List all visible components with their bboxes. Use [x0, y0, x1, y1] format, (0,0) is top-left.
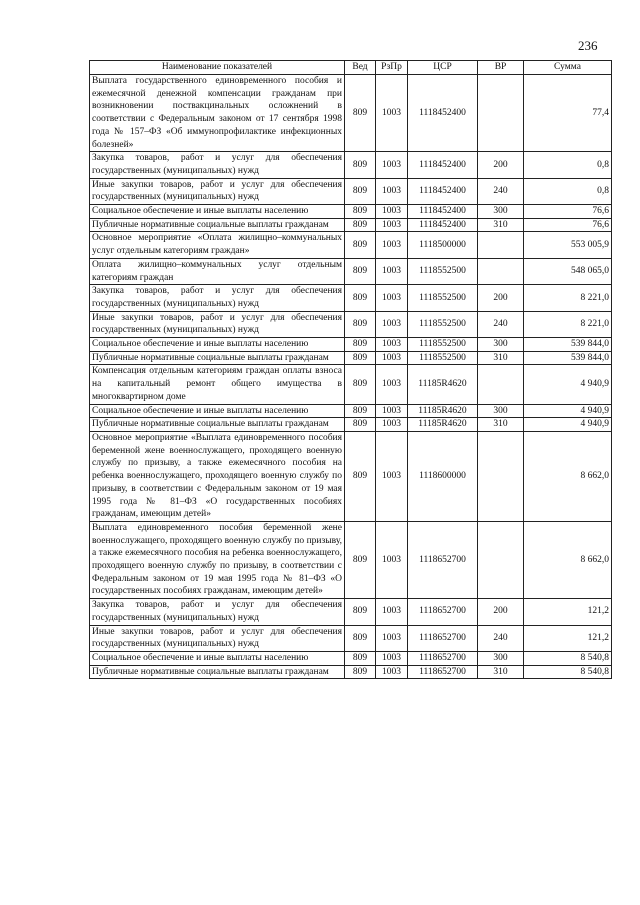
row-name: Оплата жилищно–коммунальных услуг отдельным категориям граждан	[90, 258, 345, 284]
row-sum: 4 940,9	[524, 365, 612, 404]
row-csr: 1118600000	[408, 431, 478, 521]
row-sum: 8 221,0	[524, 285, 612, 311]
row-ved: 809	[345, 218, 376, 232]
row-sum: 8 221,0	[524, 311, 612, 337]
row-vr: 200	[478, 285, 524, 311]
row-vr: 200	[478, 152, 524, 178]
table-row	[90, 404, 612, 418]
table-row	[90, 521, 612, 598]
row-name: Выплата государственного единовременного пособия и ежемесячной денежной компенсации гражданам при возникновении поствакцинальных осложнений в соответствии с Федеральным законом от 17 сентября 1998 года № 157–ФЗ «Об иммунопрофилактике инфекционных болезней»	[90, 75, 345, 152]
table-row	[90, 152, 612, 178]
row-csr: 1118652700	[408, 625, 478, 651]
row-vr: 300	[478, 205, 524, 219]
row-name: Публичные нормативные социальные выплаты гражданам	[90, 218, 345, 232]
row-csr: 1118500000	[408, 232, 478, 258]
row-ved: 809	[345, 338, 376, 352]
row-csr: 1118452400	[408, 218, 478, 232]
row-name: Иные закупки товаров, работ и услуг для обеспечения государственных (муниципальных) нужд	[90, 178, 345, 204]
header-vr: ВР	[478, 61, 524, 75]
row-vr: 240	[478, 178, 524, 204]
row-csr: 1118552500	[408, 338, 478, 352]
header-rzpr: РзПр	[376, 61, 408, 75]
row-ved: 809	[345, 599, 376, 625]
table-row	[90, 625, 612, 651]
row-csr: 1118652700	[408, 665, 478, 679]
row-ved: 809	[345, 178, 376, 204]
row-ved: 809	[345, 651, 376, 665]
row-sum: 8 662,0	[524, 431, 612, 521]
header-ved: Вед	[345, 61, 376, 75]
row-sum: 539 844,0	[524, 338, 612, 352]
row-ved: 809	[345, 625, 376, 651]
table-body	[90, 75, 612, 679]
row-rzpr: 1003	[376, 418, 408, 432]
row-vr	[478, 258, 524, 284]
row-sum: 0,8	[524, 152, 612, 178]
row-sum: 8 662,0	[524, 521, 612, 598]
row-csr: 11185R4620	[408, 418, 478, 432]
row-ved: 809	[345, 365, 376, 404]
row-csr: 1118452400	[408, 75, 478, 152]
row-rzpr: 1003	[376, 625, 408, 651]
row-ved: 809	[345, 665, 376, 679]
row-name: Иные закупки товаров, работ и услуг для обеспечения государственных (муниципальных) нужд	[90, 311, 345, 337]
row-ved: 809	[345, 258, 376, 284]
table-row	[90, 651, 612, 665]
header-row	[90, 61, 612, 75]
table-row	[90, 178, 612, 204]
row-csr: 11185R4620	[408, 365, 478, 404]
row-rzpr: 1003	[376, 152, 408, 178]
row-vr	[478, 365, 524, 404]
row-name: Социальное обеспечение и иные выплаты населению	[90, 404, 345, 418]
row-csr: 1118452400	[408, 205, 478, 219]
row-vr	[478, 431, 524, 521]
row-vr: 310	[478, 218, 524, 232]
row-sum: 4 940,9	[524, 404, 612, 418]
row-name: Закупка товаров, работ и услуг для обеспечения государственных (муниципальных) нужд	[90, 152, 345, 178]
row-vr: 240	[478, 311, 524, 337]
table-row	[90, 431, 612, 521]
row-name: Публичные нормативные социальные выплаты гражданам	[90, 418, 345, 432]
row-name: Компенсация отдельным категориям граждан оплаты взноса на капитальный ремонт общего имущества в многоквартирном доме	[90, 365, 345, 404]
row-csr: 1118452400	[408, 152, 478, 178]
row-vr: 200	[478, 599, 524, 625]
row-sum: 121,2	[524, 599, 612, 625]
row-name: Основное мероприятие «Оплата жилищно–коммунальных услуг отдельным категориям граждан»	[90, 232, 345, 258]
row-rzpr: 1003	[376, 651, 408, 665]
row-ved: 809	[345, 152, 376, 178]
header-name: Наименование показателей	[90, 61, 345, 75]
table-row	[90, 205, 612, 219]
row-csr: 1118452400	[408, 178, 478, 204]
row-csr: 1118652700	[408, 521, 478, 598]
row-vr	[478, 75, 524, 152]
row-ved: 809	[345, 285, 376, 311]
row-sum: 8 540,8	[524, 665, 612, 679]
table-row	[90, 218, 612, 232]
header-csr: ЦСР	[408, 61, 478, 75]
row-rzpr: 1003	[376, 521, 408, 598]
row-sum: 0,8	[524, 178, 612, 204]
row-rzpr: 1003	[376, 178, 408, 204]
header-sum: Сумма	[524, 61, 612, 75]
row-ved: 809	[345, 311, 376, 337]
row-sum: 553 005,9	[524, 232, 612, 258]
row-rzpr: 1003	[376, 285, 408, 311]
row-sum: 4 940,9	[524, 418, 612, 432]
row-sum: 8 540,8	[524, 651, 612, 665]
row-csr: 1118552500	[408, 351, 478, 365]
row-sum: 76,6	[524, 218, 612, 232]
table-row	[90, 418, 612, 432]
row-csr: 11185R4620	[408, 404, 478, 418]
row-rzpr: 1003	[376, 218, 408, 232]
row-vr: 310	[478, 418, 524, 432]
row-vr: 300	[478, 651, 524, 665]
row-sum: 539 844,0	[524, 351, 612, 365]
row-ved: 809	[345, 205, 376, 219]
row-ved: 809	[345, 431, 376, 521]
row-ved: 809	[345, 404, 376, 418]
row-rzpr: 1003	[376, 338, 408, 352]
row-ved: 809	[345, 351, 376, 365]
row-ved: 809	[345, 521, 376, 598]
row-vr: 300	[478, 338, 524, 352]
row-rzpr: 1003	[376, 75, 408, 152]
row-name: Закупка товаров, работ и услуг для обеспечения государственных (муниципальных) нужд	[90, 599, 345, 625]
row-ved: 809	[345, 75, 376, 152]
row-rzpr: 1003	[376, 431, 408, 521]
table-row	[90, 285, 612, 311]
row-rzpr: 1003	[376, 258, 408, 284]
row-vr: 240	[478, 625, 524, 651]
row-rzpr: 1003	[376, 665, 408, 679]
row-name: Основное мероприятие «Выплата единовременного пособия беременной жене военнослужащего, проходящего военную службу по призыву, а также ежемесячного пособия на ребенка военнослужащего, проходящего военную службу по призыву, в соответствии с Федеральным законом от 19 мая 1995 года № 81–ФЗ «О государственных пособиях гражданам, имеющим детей»	[90, 431, 345, 521]
row-vr	[478, 521, 524, 598]
row-sum: 77,4	[524, 75, 612, 152]
row-sum: 548 065,0	[524, 258, 612, 284]
row-rzpr: 1003	[376, 599, 408, 625]
row-name: Закупка товаров, работ и услуг для обеспечения государственных (муниципальных) нужд	[90, 285, 345, 311]
row-name: Социальное обеспечение и иные выплаты населению	[90, 338, 345, 352]
budget-table	[89, 60, 612, 679]
row-vr: 300	[478, 404, 524, 418]
page-number: 236	[578, 38, 598, 53]
row-csr: 1118652700	[408, 651, 478, 665]
row-csr: 1118552500	[408, 311, 478, 337]
table-row	[90, 258, 612, 284]
table-row	[90, 232, 612, 258]
row-rzpr: 1003	[376, 404, 408, 418]
row-rzpr: 1003	[376, 205, 408, 219]
row-ved: 809	[345, 232, 376, 258]
table-row	[90, 338, 612, 352]
table-row	[90, 599, 612, 625]
row-sum: 121,2	[524, 625, 612, 651]
row-vr: 310	[478, 351, 524, 365]
row-ved: 809	[345, 418, 376, 432]
row-rzpr: 1003	[376, 311, 408, 337]
row-name: Иные закупки товаров, работ и услуг для обеспечения государственных (муниципальных) нужд	[90, 625, 345, 651]
row-name: Выплата единовременного пособия беременной жене военнослужащего, проходящего военную службу по призыву, а также ежемесячного пособия на ребенка военнослужащего, проходящего военную службу по призыву, в соответствии с Федеральным законом от 19 мая 1995 года № 81–ФЗ «О государственных пособиях гражданам, имеющим детей»	[90, 521, 345, 598]
row-vr: 310	[478, 665, 524, 679]
row-rzpr: 1003	[376, 232, 408, 258]
row-csr: 1118652700	[408, 599, 478, 625]
table-row	[90, 351, 612, 365]
row-rzpr: 1003	[376, 351, 408, 365]
row-name: Публичные нормативные социальные выплаты гражданам	[90, 665, 345, 679]
table-row	[90, 665, 612, 679]
row-name: Публичные нормативные социальные выплаты гражданам	[90, 351, 345, 365]
table-row	[90, 311, 612, 337]
table-row	[90, 75, 612, 152]
row-name: Социальное обеспечение и иные выплаты населению	[90, 651, 345, 665]
row-csr: 1118552500	[408, 258, 478, 284]
row-rzpr: 1003	[376, 365, 408, 404]
row-sum: 76,6	[524, 205, 612, 219]
row-csr: 1118552500	[408, 285, 478, 311]
row-name: Социальное обеспечение и иные выплаты населению	[90, 205, 345, 219]
row-vr	[478, 232, 524, 258]
table-row	[90, 365, 612, 404]
